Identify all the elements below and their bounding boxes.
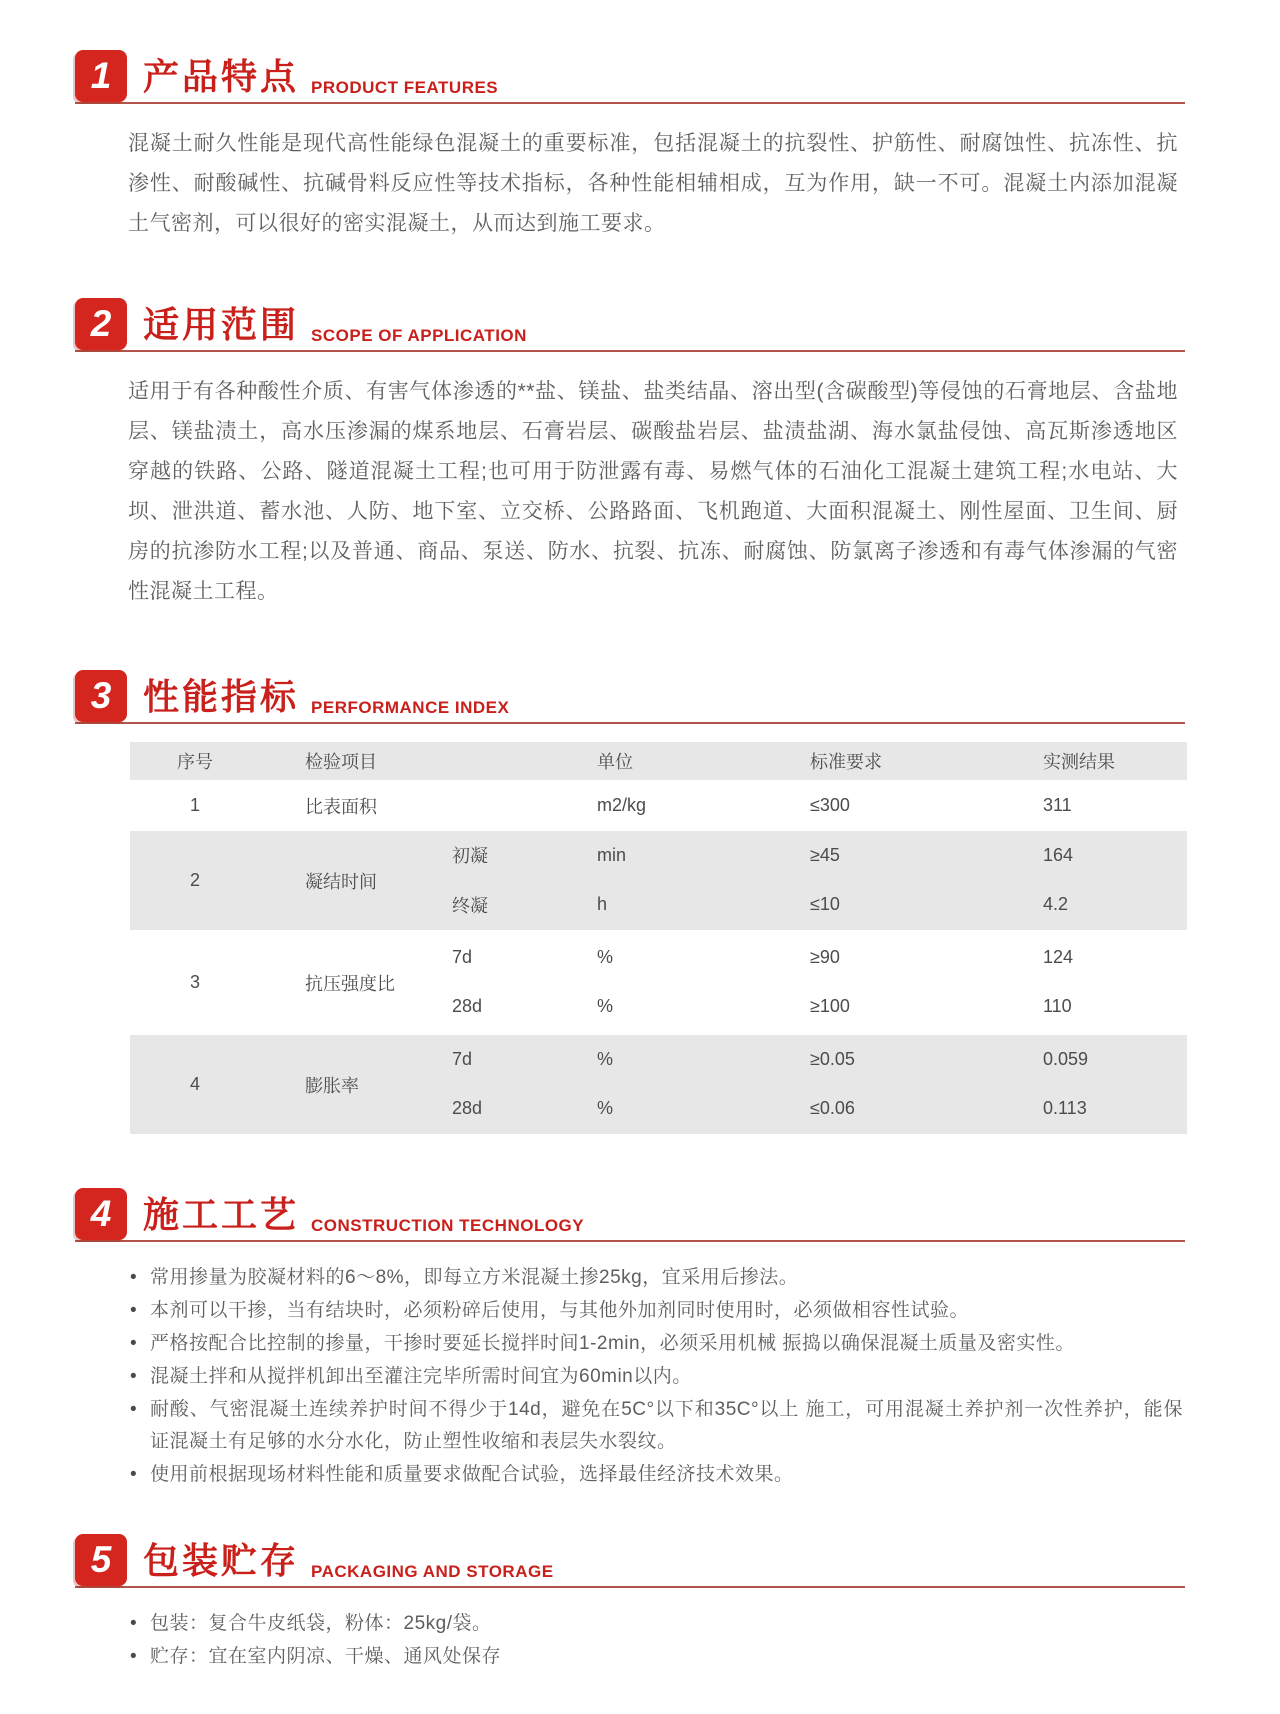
cell-req: ≥0.05 bbox=[760, 1032, 1000, 1083]
cell-result: 0.113 bbox=[1043, 1098, 1087, 1118]
section-paragraph: 适用于有各种酸性介质、有害气体渗透的**盐、镁盐、盐类结晶、溶出型(含碳酸型)等侵蚀的石膏地层、含盐地层、镁盐渍土，高水压渗漏的煤系地层、石膏岩层、碳酸盐岩层、盐渍盐湖、海水氯盐侵蚀、高瓦斯渗透地区穿越的铁路、公路、隧道混凝土工程;也可用于防泄露有毒、易燃气体的石油化工混凝土建筑工程;水电站、大坝、泄洪道、蓄水池、人防、地下室、立交桥、公路路面、飞机跑道、大面积混凝土、刚性屋面、卫生间、厨房的抗渗防水工程;以及普通、商品、泵送、防水、抗裂、抗冻、耐腐蚀、防氯离子渗透和有毒气体渗漏的气密性混凝土工程。 bbox=[128, 380, 1178, 603]
bullet-item: • 严格按配合比控制的掺量，干掺时要延长搅拌时间1-2min，必须采用机械 振捣以确保混凝土质量及密实性。 bbox=[128, 1328, 1183, 1360]
bullet-item: • 混凝土拌和从搅拌机卸出至灌注完毕所需时间宜为60min以内。 bbox=[128, 1361, 1183, 1393]
cell-unit: % bbox=[560, 1032, 760, 1083]
cell-item: 膨胀率 bbox=[260, 1032, 430, 1134]
cell-sub: 7d bbox=[430, 1032, 560, 1083]
section-product-features bbox=[75, 50, 1185, 244]
cell-req: ≥90 bbox=[760, 930, 1000, 981]
section-number-badge: 4 bbox=[75, 1188, 127, 1240]
cell-item: 抗压强度比 bbox=[260, 930, 430, 1032]
bullet-item: • 使用前根据现场材料性能和质量要求做配合试验，选择最佳经济技术效果。 bbox=[128, 1459, 1183, 1491]
section-header bbox=[75, 670, 1185, 724]
cell-unit: % bbox=[597, 1098, 614, 1118]
cell-result: 110 bbox=[1043, 996, 1072, 1016]
cell-req: ≤0.06 bbox=[810, 1098, 855, 1118]
table-row bbox=[130, 828, 1187, 879]
cell-result: 0.059 bbox=[1000, 1032, 1187, 1083]
cell-req: ≥100 bbox=[810, 996, 850, 1016]
cell-sub: 28d bbox=[452, 1098, 483, 1118]
section-title: 包装贮存 bbox=[143, 1540, 300, 1581]
cell-unit: m2/kg bbox=[560, 780, 760, 828]
construction-bullet-list bbox=[128, 1262, 1183, 1491]
cell-seq: 2 bbox=[130, 828, 260, 930]
section-number-badge: 3 bbox=[75, 670, 127, 722]
cell-item: 比表面积 bbox=[260, 780, 430, 828]
section-number-badge: 5 bbox=[75, 1534, 127, 1586]
cell-seq: 4 bbox=[130, 1032, 260, 1134]
header-result: 实测结果 bbox=[1000, 742, 1187, 780]
section-subtitle: PERFORMANCE INDEX bbox=[311, 698, 510, 717]
cell-req: ≥45 bbox=[760, 828, 1000, 879]
cell-sub: 28d bbox=[452, 996, 483, 1016]
cell-unit: min bbox=[560, 828, 760, 879]
cell-sub bbox=[430, 780, 560, 828]
table-row bbox=[130, 780, 1187, 828]
cell-result: 164 bbox=[1000, 828, 1187, 879]
cell-sub: 初凝 bbox=[430, 828, 560, 879]
section-title: 产品特点 bbox=[143, 56, 300, 97]
header-unit: 单位 bbox=[560, 742, 760, 780]
table-row bbox=[130, 1032, 1187, 1083]
table-row bbox=[130, 930, 1187, 981]
section-number-badge: 2 bbox=[75, 298, 127, 350]
section-subtitle: PRODUCT FEATURES bbox=[311, 78, 499, 97]
bullet-item: • 本剂可以干掺，当有结块时，必须粉碎后使用，与其他外加剂同时使用时，必须做相容性试验。 bbox=[128, 1295, 1183, 1327]
header-req: 标准要求 bbox=[760, 742, 1000, 780]
section-packaging-and-storage bbox=[75, 1534, 1185, 1673]
cell-seq: 3 bbox=[130, 930, 260, 1032]
section-subtitle: PACKAGING AND STORAGE bbox=[311, 1562, 554, 1581]
bullet-item: • 包装：复合牛皮纸袋，粉体：25kg/袋。 bbox=[128, 1608, 1183, 1640]
section-subtitle: SCOPE OF APPLICATION bbox=[311, 326, 527, 345]
cell-unit: % bbox=[560, 930, 760, 981]
section-title: 施工工艺 bbox=[143, 1194, 300, 1235]
section-paragraph: 混凝土耐久性能是现代高性能绿色混凝土的重要标准，包括混凝土的抗裂性、护筋性、耐腐蚀性、抗冻性、抗渗性、耐酸碱性、抗碱骨料反应性等技术指标，各种性能相辅相成，互为作用，缺一不可。混凝土内添加混凝土气密剂，可以很好的密实混凝土，从而达到施工要求。 bbox=[128, 132, 1178, 235]
section-performance-index bbox=[75, 670, 1185, 1134]
section-header bbox=[75, 298, 1185, 352]
section-subtitle: CONSTRUCTION TECHNOLOGY bbox=[311, 1216, 585, 1235]
section-title: 适用范围 bbox=[143, 304, 300, 345]
cell-result: 311 bbox=[1000, 780, 1187, 828]
header-item: 检验项目 bbox=[260, 742, 430, 780]
section-construction-technology bbox=[75, 1188, 1185, 1491]
performance-table-wrap bbox=[130, 742, 1185, 1134]
table-header-row bbox=[130, 742, 1187, 780]
cell-result: 124 bbox=[1000, 930, 1187, 981]
section-header bbox=[75, 1534, 1185, 1588]
section-number-badge: 1 bbox=[75, 50, 127, 102]
cell-req: ≤300 bbox=[760, 780, 1000, 828]
cell-req: ≤10 bbox=[810, 894, 840, 914]
packaging-bullet-list bbox=[128, 1608, 1183, 1673]
cell-result: 4.2 bbox=[1043, 894, 1069, 914]
section-header bbox=[75, 1188, 1185, 1242]
section-scope-of-application bbox=[75, 298, 1185, 612]
performance-table bbox=[130, 742, 1187, 1134]
section-title: 性能指标 bbox=[143, 676, 300, 717]
bullet-item: • 常用掺量为胶凝材料的6～8%，即每立方米混凝土掺25kg，宜采用后掺法。 bbox=[128, 1262, 1183, 1294]
bullet-item: • 耐酸、气密混凝土连续养护时间不得少于14d，避免在5C°以下和35C°以上 施工，可用混凝土养护剂一次性养护，能保证混凝土有足够的水分水化，防止塑性收缩和表层失水裂纹。 bbox=[128, 1394, 1183, 1458]
header-sub bbox=[430, 742, 560, 780]
header-seq: 序号 bbox=[130, 742, 260, 780]
cell-sub: 终凝 bbox=[452, 895, 488, 916]
cell-unit: h bbox=[597, 894, 608, 914]
cell-sub: 7d bbox=[430, 930, 560, 981]
section-header bbox=[75, 50, 1185, 104]
bullet-item: • 贮存：宜在室内阴凉、干燥、通风处保存 bbox=[128, 1641, 1183, 1673]
cell-unit: % bbox=[597, 996, 614, 1016]
cell-seq: 1 bbox=[130, 780, 260, 828]
cell-item: 凝结时间 bbox=[260, 828, 430, 930]
